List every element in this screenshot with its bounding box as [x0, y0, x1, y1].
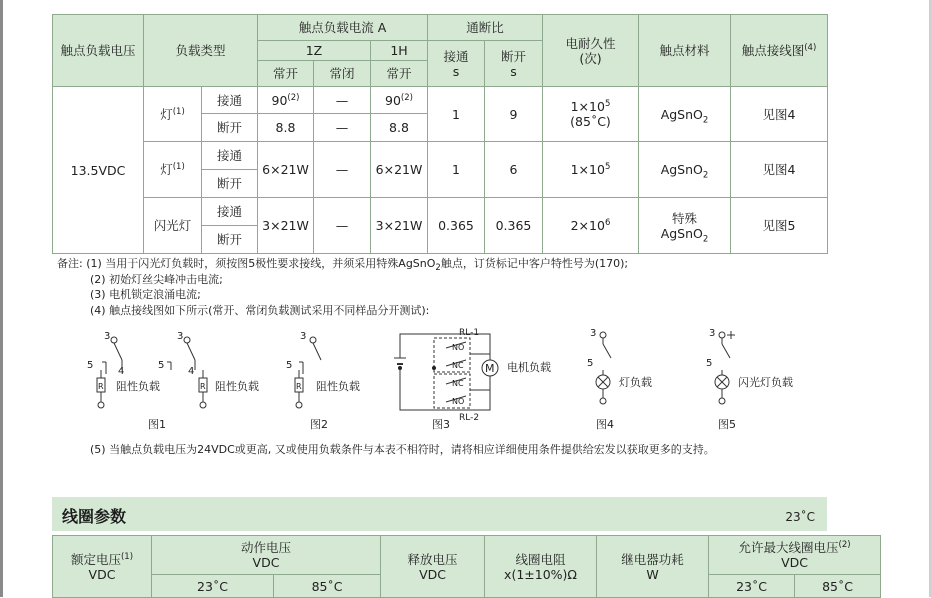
fig3-no-1: NO [452, 343, 465, 352]
coil-header-rated-voltage: 额定电压$^{(1)}$ VDC [53, 536, 152, 598]
electrical-life-2: $1\times 10^5$ [543, 142, 639, 198]
remark-1: 备注: (1) 当用于闪光灯负载时，须按图5极性要求接线，并须采用特殊AgSnO$_2$触点，订货标记中客户特性号为(170); [57, 257, 629, 274]
contact-material-2: AgSnO$_2$ [639, 142, 731, 198]
coil-header-max-23c: 23˚C [709, 575, 795, 598]
fig1-pin5-a: 5 [87, 360, 94, 371]
fig1-pin3-a: 3 [104, 331, 111, 342]
ambient-temperature: 23˚C [785, 510, 815, 524]
current-1z-no-off: 8.8 [258, 114, 314, 142]
fig4-pin5: 5 [587, 358, 594, 369]
current-1z-nc-3: — [314, 198, 371, 254]
coil-parameters-table [52, 535, 881, 598]
coil-header-max-voltage: 允许最大线圈电压$^{(2)}$ VDC [709, 536, 881, 575]
fig3-nc-2: NC [452, 379, 464, 388]
header-1z-nc: 常闭 [314, 61, 371, 87]
fig2-resistor: R [296, 382, 302, 391]
remark-2: (2) 初始灯丝尖峰冲击电流; [90, 272, 223, 286]
figure-4 [596, 332, 611, 404]
fig3-rl2: RL-2 [459, 413, 480, 423]
header-on-off-ratio: 通断比 [428, 15, 543, 41]
fig1-pin4-a: 4 [118, 366, 125, 377]
mode-off-3: 断开 [202, 226, 258, 254]
current-1z-no-2: 6×21W [258, 142, 314, 198]
fig1-resistor-a: R [98, 382, 104, 391]
header-form-1h: 1H [371, 41, 428, 61]
figure-5 [715, 331, 735, 404]
header-contact-material: 触点材料 [639, 15, 731, 87]
fig4-pin3: 3 [590, 328, 597, 339]
current-1z-nc-off: — [314, 114, 371, 142]
fig1-resistor-b: R [200, 382, 206, 391]
fig2-caption: 图2 [310, 418, 328, 431]
fig3-caption: 图3 [432, 418, 450, 431]
load-type-lamp-2: 灯$^{(1)}$ [144, 142, 202, 198]
contact-load-table [52, 14, 828, 254]
electrical-life-3: $2\times 10^6$ [543, 198, 639, 254]
mode-off-1: 断开 [202, 114, 258, 142]
header-1z-no: 常开 [258, 61, 314, 87]
fig3-no-2: NO [452, 397, 465, 406]
header-contact-load-current: 触点负载电流 A [258, 15, 428, 41]
coil-header-pickup-23c: 23˚C [152, 575, 274, 598]
fig5-pin3: 3 [709, 328, 716, 339]
fig4-caption: 图4 [596, 418, 614, 431]
wiring-diagram-2: 见图4 [731, 142, 828, 198]
on-seconds-3: 0.365 [428, 198, 485, 254]
remark-4: (4) 触点接线图如下所示(常开、常闭负载测试采用不同样品分开测试): [90, 303, 430, 317]
mode-on-2: 接通 [202, 142, 258, 170]
coil-header-power: 继电器功耗 W [597, 536, 709, 598]
mode-on-3: 接通 [202, 198, 258, 226]
current-1h-no-on: 90$^{(2)}$ [371, 87, 428, 114]
fig1-label-b: 阻性负载 [215, 380, 259, 393]
current-1z-no-3: 3×21W [258, 198, 314, 254]
remark-3: (3) 电机锁定浪涌电流; [90, 288, 201, 302]
fig2-pin3: 3 [300, 331, 307, 342]
table-row [53, 198, 828, 226]
coil-header-resistance: 线圈电阻 x(1±10%)Ω [485, 536, 597, 598]
coil-header-max-85c: 85˚C [795, 575, 881, 598]
fig3-motor-symbol: M [485, 362, 495, 375]
mode-on-1: 接通 [202, 87, 258, 114]
coil-header-pick-up: 动作电压 VDC [152, 536, 381, 575]
off-seconds-3: 0.365 [485, 198, 543, 254]
current-1h-no-2: 6×21W [371, 142, 428, 198]
off-seconds-2: 6 [485, 142, 543, 198]
current-1h-no-off: 8.8 [371, 114, 428, 142]
coil-header-release: 释放电压 VDC [381, 536, 485, 598]
contact-material-3: 特殊 AgSnO$_2$ [639, 198, 731, 254]
load-type-flash-lamp: 闪光灯 [144, 198, 202, 254]
header-load-type: 负载类型 [144, 15, 258, 87]
left-window-edge [0, 0, 3, 597]
current-1z-nc-on: — [314, 87, 371, 114]
fig5-caption: 图5 [718, 418, 736, 431]
header-wiring-diagram: 触点接线图$^{(4)}$ [731, 15, 828, 87]
header-form-1z: 1Z [258, 41, 371, 61]
on-seconds-2: 1 [428, 142, 485, 198]
coil-parameters-header [52, 497, 827, 531]
load-voltage-cell: 13.5VDC [53, 87, 144, 254]
fig5-pin5: 5 [706, 358, 713, 369]
contact-material-1: AgSnO$_2$ [639, 87, 731, 142]
fig3-label: 电机负载 [507, 361, 551, 374]
table-row [53, 142, 828, 170]
fig1-caption: 图1 [148, 418, 166, 431]
figure-2 [295, 337, 321, 408]
electrical-life-1: $1\times 10^5$ (85˚C) [543, 87, 639, 142]
fig3-nc-1: NC [452, 361, 464, 370]
wiring-diagrams [0, 318, 931, 438]
fig1-label-a: 阻性负载 [116, 380, 160, 393]
current-1z-nc-2: — [314, 142, 371, 198]
fig1-pin4-b: 4 [188, 366, 195, 377]
header-load-voltage: 触点负载电压 [53, 15, 144, 87]
current-1z-no-on: 90$^{(2)}$ [258, 87, 314, 114]
off-seconds-1: 9 [485, 87, 543, 142]
fig2-label: 阻性负载 [316, 380, 360, 393]
section-title: 线圈参数 [62, 507, 127, 526]
header-electrical-life: 电耐久性 (次) [543, 15, 639, 87]
coil-header-pickup-85c: 85˚C [274, 575, 381, 598]
mode-off-2: 断开 [202, 170, 258, 198]
remarks-block [57, 256, 628, 318]
fig1-pin5-b: 5 [158, 360, 165, 371]
current-1h-no-3: 3×21W [371, 198, 428, 254]
fig3-rl1: RL-1 [459, 328, 480, 338]
wiring-diagram-1: 见图4 [731, 87, 828, 142]
header-on-seconds: 接通 s [428, 41, 485, 87]
fig4-label: 灯负载 [619, 376, 652, 389]
figure-3 [394, 334, 498, 410]
fig2-pin5: 5 [286, 360, 293, 371]
fig5-label: 闪光灯负载 [738, 376, 793, 389]
load-type-lamp-1: 灯$^{(1)}$ [144, 87, 202, 142]
header-off-seconds: 断开 s [485, 41, 543, 87]
wiring-diagram-3: 见图5 [731, 198, 828, 254]
on-seconds-1: 1 [428, 87, 485, 142]
remark-5: (5) 当触点负载电压为24VDC或更高, 又或使用负载条件与本表不相符时，请将相应详细使用条件提供给宏发以获取更多的支持。 [90, 443, 715, 456]
fig1-pin3-b: 3 [177, 331, 184, 342]
header-1h-no: 常开 [371, 61, 428, 87]
